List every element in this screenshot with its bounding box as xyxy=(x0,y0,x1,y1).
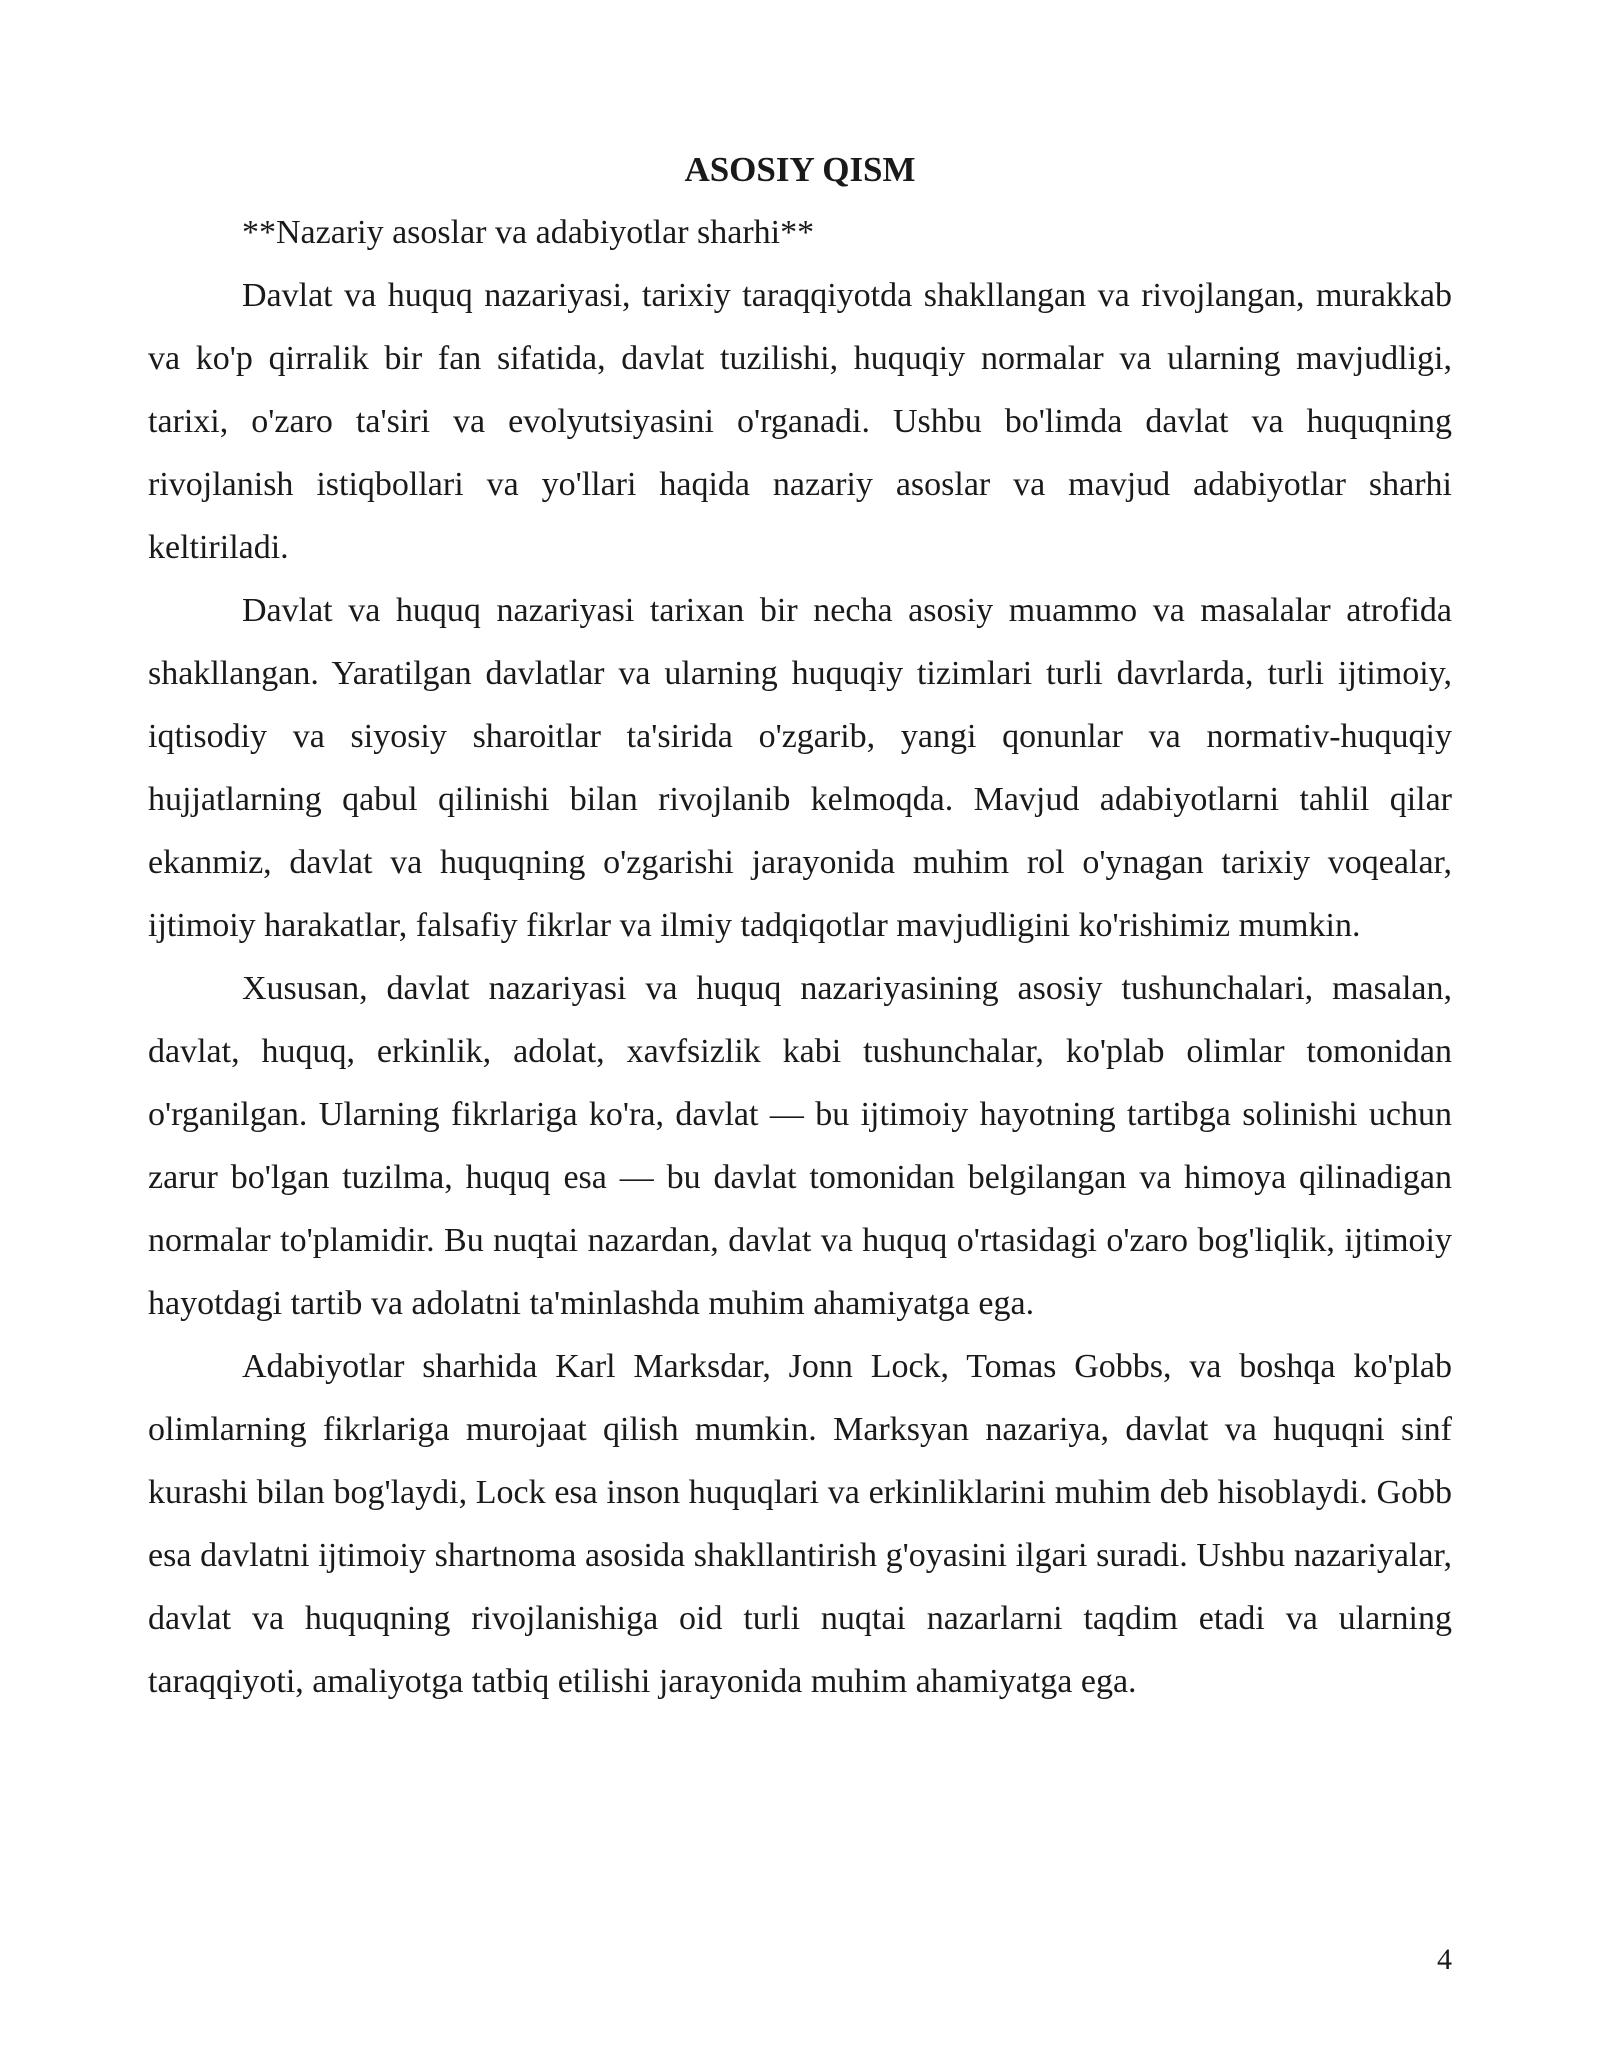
paragraph-4: Adabiyotlar sharhida Karl Marksdar, Jonn Lock, Tomas Gobbs, va boshqa ko'plab olimlarning fikrlariga murojaat qilish mumkin. Marksyan nazariya, davlat va huquqni sinf kurashi bilan bog'laydi, Lock esa inson huquqlari va erkinliklarini muhim deb hisoblaydi. Gobb esa davlatni ijtimoiy shartnoma asosida shakllantirish g'oyasini ilgari suradi. Ushbu nazariyalar, davlat va huquqning rivojlanishiga oid turli nuqtai nazarlarni taqdim etadi va ularning taraqqiyoti, amaliyotga tatbiq etilishi jarayonida muhim ahamiyatga ega. xyxy=(148,1348,1452,1700)
section-subheading: **Nazariy asoslar va adabiyotlar sharhi** xyxy=(242,214,815,251)
page-number: 4 xyxy=(1437,1943,1452,1976)
paragraph-1: Davlat va huquq nazariyasi, tarixiy taraqqiyotda shakllangan va rivojlangan, murakkab va ko'p qirralik bir fan sifatida, davlat tuzilishi, huquqiy normalar va ularning mavjudligi, tarixi, o'zaro ta'siri va evolyutsiyasini o'rganadi. Ushbu bo'limda davlat va huquqning rivojlanish istiqbollari va yo'llari haqida nazariy asoslar va mavjud adabiyotlar sharhi keltiriladi. xyxy=(148,277,1452,566)
page-content xyxy=(148,138,1452,1713)
section-heading: ASOSIY QISM xyxy=(684,150,916,189)
paragraph-2: Davlat va huquq nazariyasi tarixan bir necha asosiy muammo va masalalar atrofida shakllangan. Yaratilgan davlatlar va ularning huquqiy tizimlari turli davrlarda, turli ijtimoiy, iqtisodiy va siyosiy sharoitlar ta'sirida o'zgarib, yangi qonunlar va normativ-huquqiy hujjatlarning qabul qilinishi bilan rivojlanib kelmoqda. Mavjud adabiyotlarni tahlil qilar ekanmiz, davlat va huquqning o'zgarishi jarayonida muhim rol o'ynagan tarixiy voqealar, ijtimoiy harakatlar, falsafiy fikrlar va ilmiy tadqiqotlar mavjudligini ko'rishimiz mumkin. xyxy=(148,592,1452,944)
paragraph-3: Xususan, davlat nazariyasi va huquq nazariyasining asosiy tushunchalari, masalan, davlat, huquq, erkinlik, adolat, xavfsizlik kabi tushunchalar, ko'plab olimlar tomonidan o'rganilgan. Ularning fikrlariga ko'ra, davlat — bu ijtimoiy hayotning tartibga solinishi uchun zarur bo'lgan tuzilma, huquq esa — bu davlat tomonidan belgilangan va himoya qilinadigan normalar to'plamidir. Bu nuqtai nazardan, davlat va huquq o'rtasidagi o'zaro bog'liqlik, ijtimoiy hayotdagi tartib va adolatni ta'minlashda muhim ahamiyatga ega. xyxy=(148,970,1452,1322)
